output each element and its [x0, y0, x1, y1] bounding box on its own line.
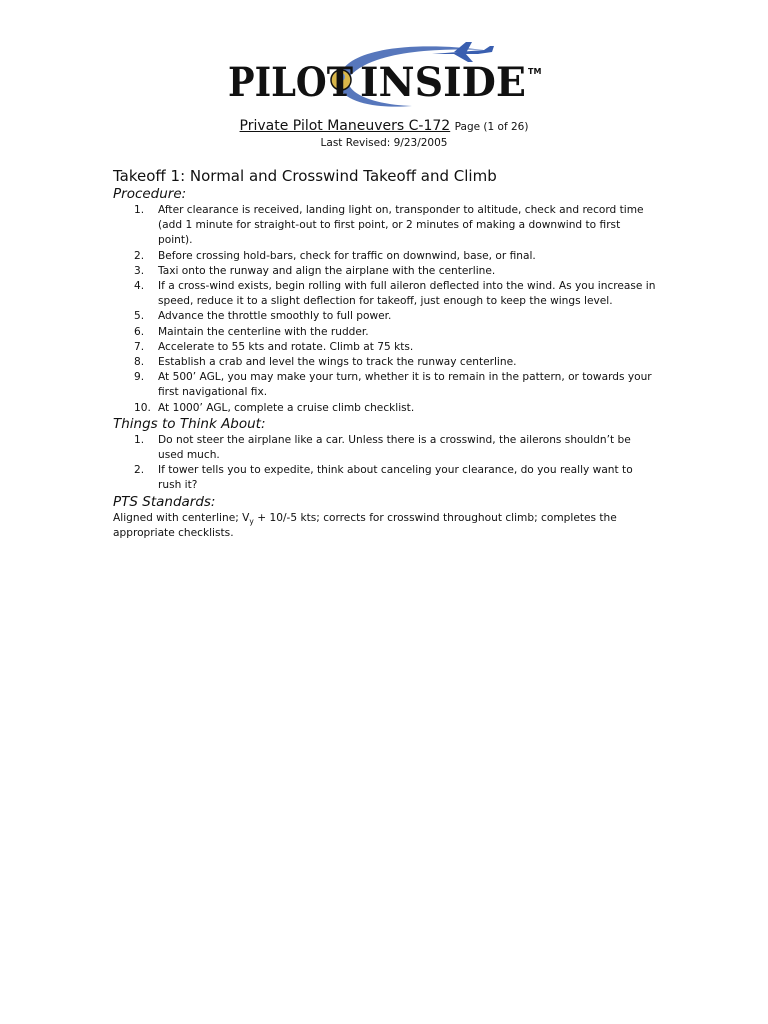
list-item	[113, 325, 658, 340]
document-header	[0, 117, 768, 150]
item-text: Advance the throttle smoothly to full power.	[158, 310, 392, 323]
item-number: 8.	[134, 356, 145, 369]
item-text: If tower tells you to expedite, think about canceling your clearance, do you really want to rush it?	[158, 464, 633, 492]
think-heading: Things to Think About:	[113, 415, 266, 432]
item-number: 4.	[134, 280, 145, 293]
title-line	[0, 117, 768, 136]
list-item	[113, 355, 658, 370]
document-title: Private Pilot Maneuvers C-172	[239, 118, 451, 134]
item-number: 9.	[134, 371, 145, 384]
think-list	[113, 433, 658, 494]
item-text: Establish a crab and level the wings to track the runway centerline.	[158, 356, 517, 369]
item-text: Taxi onto the runway and align the airplane with the centerline.	[158, 264, 496, 277]
list-item	[113, 370, 658, 400]
list-item	[113, 279, 658, 309]
list-item	[113, 463, 658, 493]
list-item	[113, 401, 658, 416]
procedure-heading: Procedure:	[113, 186, 187, 202]
last-revised: Last Revised: 9/23/2005	[320, 137, 448, 149]
item-text: Before crossing hold-bars, check for traffic on downwind, base, or final.	[158, 249, 536, 262]
item-number: 3.	[134, 264, 145, 277]
item-text: After clearance is received, landing light on, transponder to altitude, check and record time (add 1 minute for straight-out to first point, or 2 minutes of making a downwind to first point).	[158, 204, 644, 247]
item-number: 2.	[134, 464, 145, 477]
list-item	[113, 203, 658, 249]
document-body	[113, 167, 658, 542]
list-item	[113, 264, 658, 279]
logo-trademark: TM	[528, 67, 542, 76]
item-number: 2.	[134, 249, 145, 262]
logo-text-right: INSIDE	[360, 59, 526, 106]
logo-graphic	[222, 40, 544, 112]
page-info: Page (1 of 26)	[454, 121, 529, 133]
pilot-inside-logo	[222, 40, 544, 112]
logo-text-left: PILOT	[228, 59, 354, 106]
item-number: 1.	[134, 204, 145, 216]
item-text: If a cross-wind exists, begin rolling with full aileron deflected into the wind. As you increase in speed, reduce it to a slight deflection for takeoff, just enough to keep the wings level.	[158, 280, 656, 308]
list-item	[113, 309, 658, 324]
list-item	[113, 340, 658, 355]
item-number: 10.	[134, 401, 151, 414]
item-text: At 1000’ AGL, complete a cruise climb checklist.	[158, 401, 415, 414]
pts-subscript: y	[249, 516, 254, 526]
pts-standards-text	[113, 511, 658, 542]
procedure-list	[113, 203, 658, 416]
item-text: Accelerate to 55 kts and rotate. Climb at 75 kts.	[158, 340, 414, 353]
item-number: 7.	[134, 340, 145, 353]
item-number: 1.	[134, 433, 145, 446]
item-text: At 500’ AGL, you may make your turn, whether it is to remain in the pattern, or towards your first navigational fix.	[158, 371, 652, 399]
item-text: Do not steer the airplane like a car. Unless there is a crosswind, the ailerons shouldn’t be used much.	[158, 433, 631, 462]
list-item	[113, 249, 658, 264]
pts-heading: PTS Standards:	[113, 493, 216, 510]
list-item	[113, 433, 658, 463]
item-number: 6.	[134, 325, 145, 338]
section-title: Takeoff 1: Normal and Crosswind Takeoff and Climb	[113, 167, 497, 185]
pts-text-after: + 10/-5 kts; corrects for crosswind throughout climb; completes the appropriate checklists.	[113, 511, 617, 540]
pts-text-before: Aligned with centerline; V	[113, 511, 250, 524]
item-text: Maintain the centerline with the rudder.	[158, 325, 369, 338]
item-number: 5.	[134, 310, 145, 323]
